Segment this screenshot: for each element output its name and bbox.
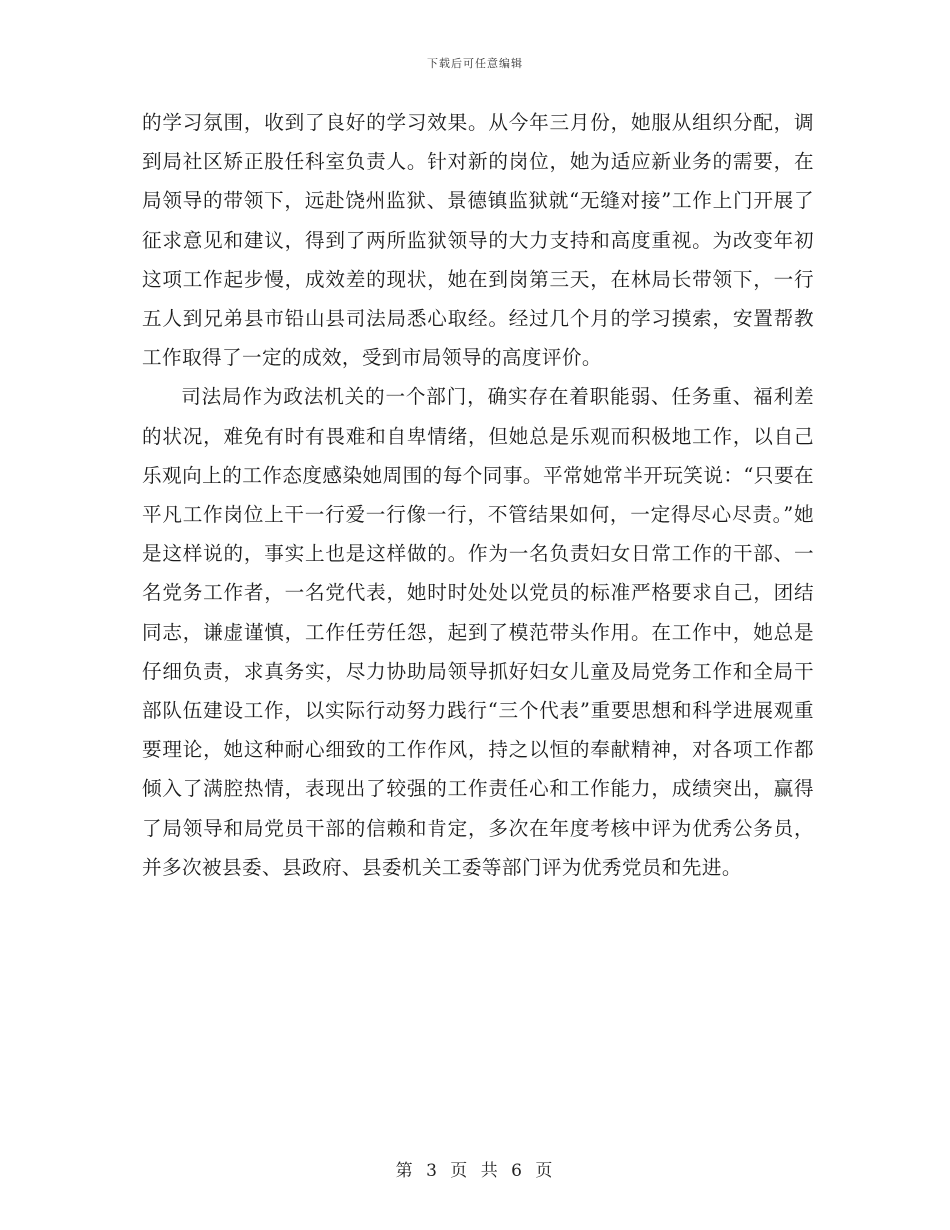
page-number-footer: 第 3 页 共 6 页	[395, 1161, 555, 1181]
paragraph-1: 的学习氛围，收到了良好的学习效果。从今年三月份，她服从组织分配，调到局社区矫正股任科室负责人。针对新的岗位，她为适应新业务的需要，在局领导的带领下，远赴饶州监狱、景德镇监狱就“无缝对接”工作上门开展了征求意见和建议，得到了两所监狱领导的大力支持和高度重视。为改变年初这项工作起步慢，成效差的现状，她在到岗第三天，在林局长带领下，一行五人到兄弟县市铅山县司法局悉心取经。经过几个月的学习摸索，安置帮教工作取得了一定的成效，受到市局领导的高度评价。	[142, 111, 814, 370]
paragraph-2: 司法局作为政法机关的一个部门，确实存在着职能弱、任务重、福利差的状况，难免有时有畏难和自卑情绪，但她总是乐观而积极地工作，以自己乐观向上的工作态度感染她周围的每个同事。平常她常半开玩笑说：“只要在平凡工作岗位上干一行爱一行像一行，不管结果如何，一定得尽心尽责。”她是这样说的，事实上也是这样做的。作为一名负责妇女日常工作的干部、一名党务工作者，一名党代表，她时时处处以党员的标准严格要求自己，团结同志，谦虚谨慎，工作任劳任怨，起到了模范带头作用。在工作中，她总是仔细负责，求真务实，尽力协助局领导抓好妇女儿童及局党务工作和全局干部队伍建设工作，以实际行动努力践行“三个代表”重要思想和科学进展观重要理论，她这种耐心细致的工作作风，持之以恒的奉献精神，对各项工作都倾入了满腔热情，表现出了较强的工作责任心和工作能力，成绩突出，赢得了局领导和局党员干部的信赖和肯定，多次在年度考核中评为优秀公务员，并多次被县委、县政府、县委机关工委等部门评为优秀党员和先进。	[142, 385, 814, 879]
document-body	[142, 103, 814, 887]
page-header-note: 下载后可任意编辑	[427, 57, 523, 70]
